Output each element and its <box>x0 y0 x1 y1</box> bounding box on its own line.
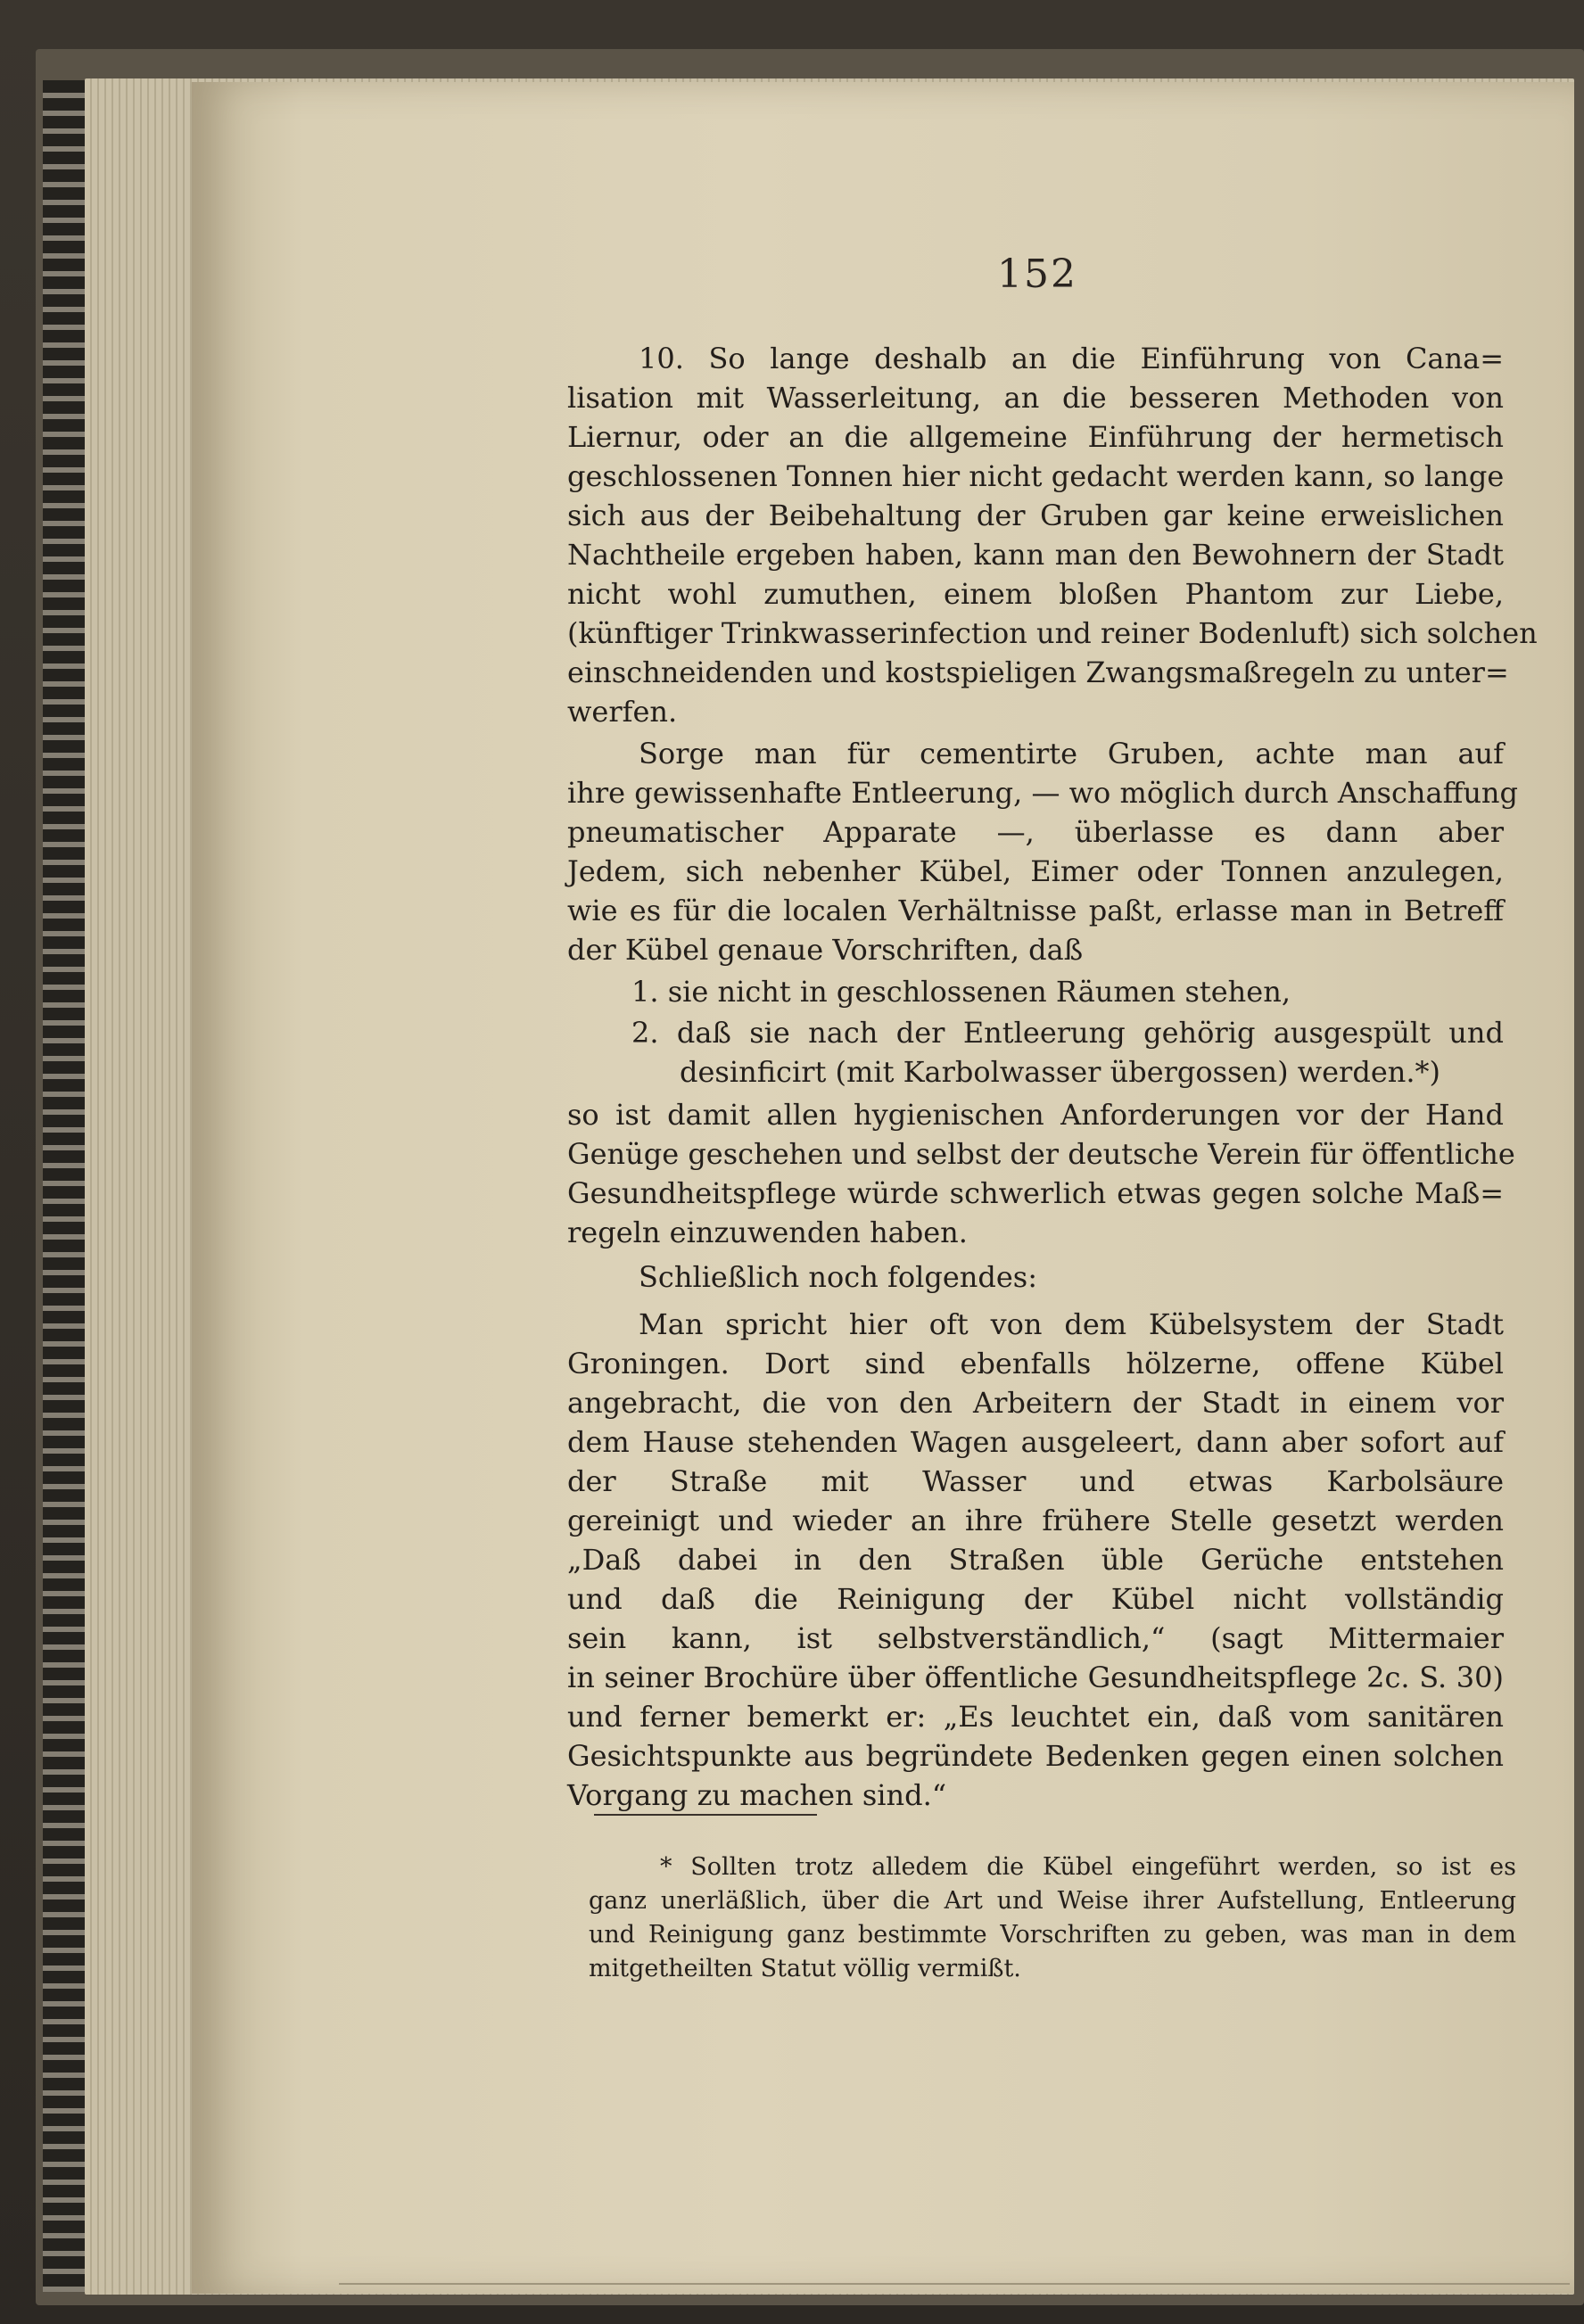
text-line: lisation mit Wasserleitung, an die besseren Methoden von <box>567 381 1504 415</box>
footnote-line: ganz unerläßlich, über die Art und Weise ihrer Aufstellung, Entleerung <box>589 1887 1516 1915</box>
text-line: pneumatischer Apparate —, überlasse es dann aber <box>567 815 1504 849</box>
footnote-line: und Reinigung ganz bestimmte Vorschriften zu geben, was man in dem <box>589 1921 1516 1949</box>
text-line: einschneidenden und kostspieligen Zwangsmaßregeln zu unter= <box>567 655 1509 689</box>
list-item: 1. sie nicht in geschlossenen Räumen stehen, <box>631 975 1291 1009</box>
text-line: Sorge man für cementirte Gruben, achte man auf <box>639 737 1504 771</box>
text-line: regeln einzuwenden haben. <box>567 1216 968 1249</box>
text-line: „Daß dabei in den Straßen üble Gerüche entstehen <box>567 1543 1504 1577</box>
text-line: in seiner Brochüre über öffentliche Gesundheitspflege 2c. S. 30) <box>567 1661 1504 1694</box>
text-line: werfen. <box>567 695 678 729</box>
text-line: sich aus der Beibehaltung der Gruben gar keine erweislichen <box>567 499 1504 532</box>
text-line: wie es für die localen Verhältnisse paßt, erlasse man in Betreff <box>567 894 1504 927</box>
text-line: (künftiger Trinkwasserinfection und reiner Bodenluft) sich solchen <box>567 616 1538 650</box>
text-line: Vorgang zu machen sind.“ <box>567 1778 947 1812</box>
text-line: Gesichtspunkte aus begründete Bedenken gegen einen solchen <box>567 1739 1504 1773</box>
text-line: Genüge geschehen und selbst der deutsche Verein für öffentliche <box>567 1137 1515 1171</box>
list-item: 2. daß sie nach der Entleerung gehörig ausgespült und <box>631 1016 1504 1050</box>
text-line: Nachtheile ergeben haben, kann man den Bewohnern der Stadt <box>567 538 1504 572</box>
list-item: desinficirt (mit Karbolwasser übergossen) werden.*) <box>680 1055 1441 1089</box>
scan-frame-line <box>339 2283 1570 2285</box>
text-line: gereinigt und wieder an ihre frühere Stelle gesetzt werden <box>567 1504 1504 1537</box>
text-line: Jedem, sich nebenher Kübel, Eimer oder Tonnen anzulegen, <box>567 854 1504 888</box>
text-line: der Kübel genaue Vorschriften, daß <box>567 933 1084 967</box>
page-number: 152 <box>997 251 1077 297</box>
text-line: Groningen. Dort sind ebenfalls hölzerne, offene Kübel <box>567 1347 1504 1380</box>
text-line: und ferner bemerkt er: „Es leuchtet ein, daß vom sanitären <box>567 1700 1504 1734</box>
text-line: Gesundheitspflege würde schwerlich etwas gegen solche Maß= <box>567 1176 1504 1210</box>
text-line: Schließlich noch folgendes: <box>639 1260 1037 1294</box>
text-line: so ist damit allen hygienischen Anforderungen vor der Hand <box>567 1098 1504 1132</box>
text-line: nicht wohl zumuthen, einem bloßen Phantom zur Liebe, <box>567 577 1504 611</box>
footnote-line: mitgetheilten Statut völlig vermißt. <box>589 1955 1021 1982</box>
text-line: und daß die Reinigung der Kübel nicht vollständig <box>567 1582 1504 1616</box>
text-line: geschlossenen Tonnen hier nicht gedacht werden kann, so lange <box>567 459 1505 493</box>
text-line: sein kann, ist selbstverständlich,“ (sagt Mittermaier <box>567 1621 1504 1655</box>
footnote-divider <box>594 1814 817 1816</box>
footnote-line: * Sollten trotz alledem die Kübel eingeführt werden, so ist es <box>660 1853 1516 1881</box>
text-line: angebracht, die von den Arbeitern der Stadt in einem vor <box>567 1386 1504 1420</box>
text-line: Man spricht hier oft von dem Kübelsystem der Stadt <box>639 1307 1504 1341</box>
text-line: der Straße mit Wasser und etwas Karbolsäure <box>567 1464 1504 1498</box>
book-spine <box>43 80 87 2292</box>
text-line: ihre gewissenhafte Entleerung, — wo möglich durch Anschaffung <box>567 776 1519 810</box>
text-line: Liernur, oder an die allgemeine Einführung der hermetisch <box>567 420 1504 454</box>
text-line: 10. So lange deshalb an die Einführung von Cana= <box>639 342 1504 375</box>
text-line: dem Hause stehenden Wagen ausgeleert, dann aber sofort auf <box>567 1425 1504 1459</box>
